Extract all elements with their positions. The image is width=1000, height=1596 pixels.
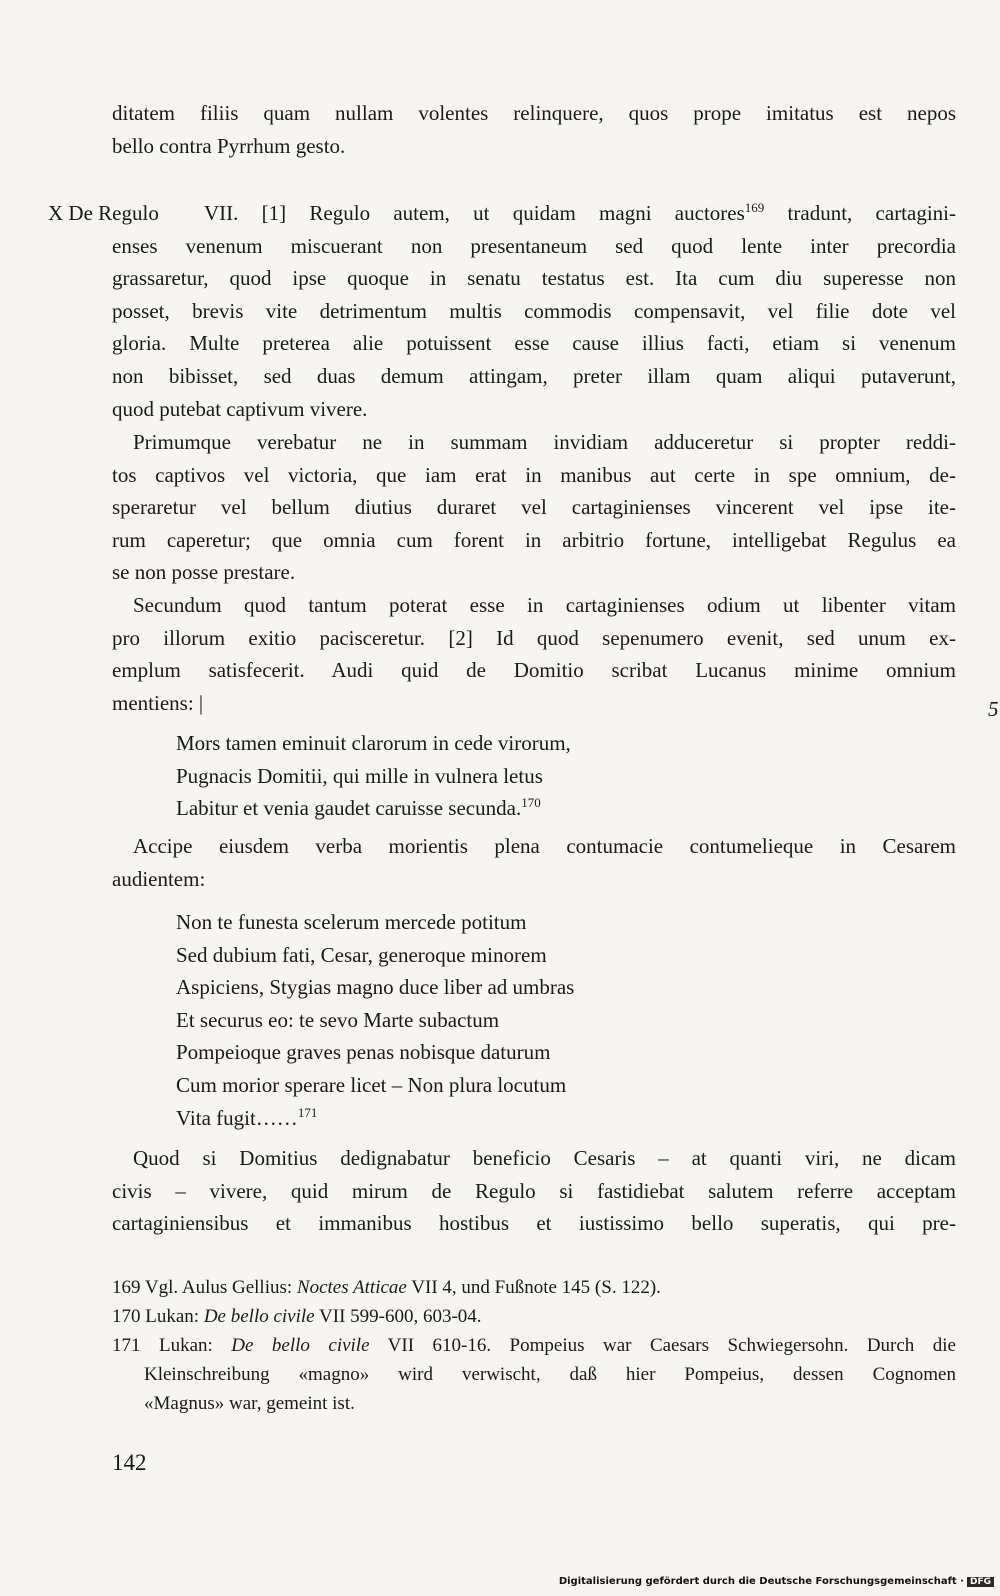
text-line: rum caperetur; que omnia cum forent in arbitrio fortune, intelligebat Regulus ea [112,527,956,552]
verse-line: Mors tamen eminuit clarorum in cede virorum, [176,731,571,755]
margin-page-marker: 5 [988,697,999,721]
footnote-170 [112,1302,956,1331]
verse-line [176,792,936,825]
paragraph-primumque [112,426,956,589]
text-line: civis – vivere, quid mirum de Regulo si fastidiebat salutem referre acceptam [112,1178,956,1203]
text-line: enses venenum miscuerant non presentaneum sed quod lente inter precordia [112,233,956,258]
text-fragment: VII. [1] Regulo autem, ut quidam magni auctores [204,201,745,225]
text-line: audientem: [112,866,206,891]
text-fragment: Labitur et venia gaudet caruisse secunda. [176,796,522,821]
work-title: De bello civile [231,1335,370,1356]
footnote-169 [112,1273,956,1302]
text-line: bello contra Pyrrhum gesto. [112,133,346,158]
text-line: Accipe eiusdem verba morientis plena contumacie contumelieque in Cesarem [133,834,956,858]
work-title: Noctes Atticae [296,1277,407,1298]
text-line: non bibisset, sed duas demum attingam, preter illam quam aliqui putaverunt, [112,363,956,388]
text-line: mentiens: | [112,690,204,715]
text-line: posset, brevis vite detrimentum multis commodis compensavit, vel filie dote vel [112,298,956,323]
footnote-171-continuation: Kleinschreibung «magno» wird verwischt, daß hier Pompeius, dessen Cognomen [144,1364,956,1385]
footnote-171-continuation: «Magnus» war, gemeint ist. [144,1393,355,1414]
work-title: De bello civile [203,1306,315,1327]
text-fragment: 169 Vgl. Aulus Gellius: [112,1277,297,1298]
verse-line: Pompeioque graves penas nobisque daturum [176,1040,551,1065]
footnote-171 [112,1331,956,1360]
verse-line: Aspiciens, Stygias magno duce liber ad umbras [176,975,575,1000]
text-line: Quod si Domitius dedignabatur beneficio Cesaris – at quanti viri, ne dicam [133,1146,956,1170]
verse-line: Et securus eo: te sevo Marte subactum [176,1007,500,1032]
footnote-ref-170: 170 [521,795,541,811]
paragraph-quod-si [112,1142,956,1240]
text-line: se non posse prestare. [112,560,296,585]
text-line: tos captivos vel victoria, que iam erat in manibus aut certe in spe omnium, de- [112,462,956,487]
text-line: gloria. Multe preterea alie potuissent esse cause illius facti, etiam si venenum [112,331,956,356]
paragraph-secundum [112,589,956,719]
paragraph-continuation [112,97,956,162]
text-line: quod putebat captivum vivere. [112,396,368,421]
digitization-credit [559,1576,994,1587]
verse-line [176,1102,936,1135]
page-number: 142 [112,1450,147,1475]
text-fragment: VII 599-600, 603-04. [314,1306,482,1327]
verse-quotation-lucan-1 [176,727,936,825]
footnotes [112,1273,956,1418]
dfg-logo: DFG [967,1577,994,1587]
text-line: pro illorum exitio pacisceretur. [2] Id quod sepenumero evenit, sed unum ex- [112,625,956,650]
paragraph-chapter-vii-first-line [204,197,956,230]
text-line: speraretur vel bellum diutius duraret vel cartaginienses vincerent vel ipse ite- [112,495,956,520]
text-line [204,197,956,230]
verse-line: Cum morior sperare licet – Non plura locutum [176,1072,567,1097]
text-line: ditatem filiis quam nullam volentes relinquere, quos prope imitatus est nepos [112,101,956,125]
verse-line: Non te funesta scelerum mercede potitum [176,910,527,934]
text-fragment: 170 Lukan: [112,1306,204,1327]
text-fragment: Vita fugit…… [176,1105,298,1130]
paragraph-accipe [112,830,956,895]
credit-text: Digitalisierung gefördert durch die Deutsche Forschungsgemeinschaft · [558,1576,964,1587]
text-fragment: tradunt, cartagini- [764,201,956,225]
paragraph-chapter-vii [112,230,956,426]
margin-note: X De Regulo [48,201,159,225]
text-fragment: VII 4, und Fußnote 145 (S. 122). [406,1277,661,1298]
text-fragment: 171 Lukan: [112,1335,232,1356]
verse-line: Pugnacis Domitii, qui mille in vulnera letus [176,763,543,788]
text-line: emplum satisfecerit. Audi quid de Domitio scribat Lucanus minime omnium [112,658,956,683]
text-line: grassaretur, quod ipse quoque in senatu testatus est. Ita cum diu superesse non [112,266,956,291]
footnote-ref-169: 169 [744,200,765,215]
verse-line: Sed dubium fati, Cesar, generoque minorem [176,942,547,967]
verse-quotation-lucan-2 [176,906,936,1134]
text-line: Secundum quod tantum poterat esse in cartaginienses odium ut libenter vitam [133,593,956,617]
footnote-ref-171: 171 [297,1104,318,1120]
text-line: cartaginiensibus et immanibus hostibus et iustissimo bello superatis, qui pre- [112,1211,956,1236]
text-line: Primumque verebatur ne in summam invidiam adduceretur si propter reddi- [133,430,956,454]
text-fragment: VII 610-16. Pompeius war Caesars Schwiegersohn. Durch die [369,1335,956,1356]
